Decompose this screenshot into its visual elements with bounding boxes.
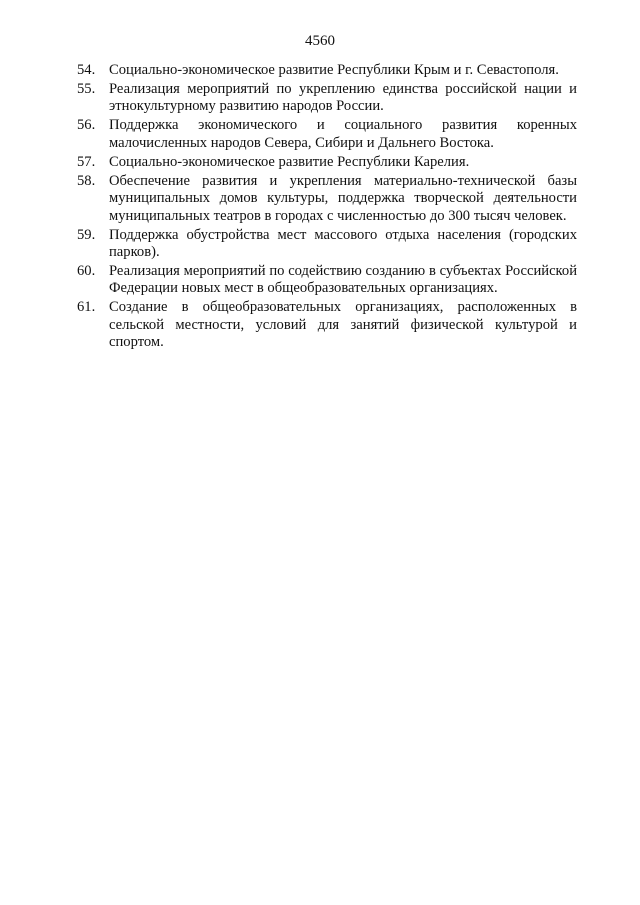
list-item-number: 57.	[77, 153, 96, 170]
list-item	[77, 263, 577, 298]
list-item-text: Поддержка экономического и социального развития коренных малочисленных народов Севера, Сибири и Дальнего Востока.	[109, 117, 577, 151]
list-item-number: 59.	[77, 226, 96, 243]
list-item-number: 61.	[77, 299, 96, 316]
list-item-text: Создание в общеобразовательных организациях, расположенных в сельской местности, условий для занятий физической культурой и спортом.	[109, 299, 577, 351]
list-item	[77, 81, 577, 116]
list-item-text: Поддержка обустройства мест массового отдыха населения (городских парков).	[109, 226, 577, 260]
list-item-text: Реализация мероприятий по укреплению единства российской нации и этнокультурному развитию народов России.	[109, 81, 577, 115]
list-item	[77, 154, 577, 171]
list-item-number: 56.	[77, 117, 96, 134]
list-item-number: 60.	[77, 263, 96, 280]
page-number: 4560	[305, 33, 335, 49]
list-item-number: 55.	[77, 81, 96, 98]
list-item-text: Реализация мероприятий по содействию созданию в субъектах Российской Федерации новых мест в общеобразовательных организациях.	[109, 263, 577, 297]
list-item	[77, 227, 577, 262]
list-item-text: Социально-экономическое развитие Республики Карелия.	[109, 153, 470, 170]
list-item-text: Обеспечение развития и укрепления материально-технической базы муниципальных домов культуры, поддержка творческой деятельности муниципальных театров в городах с численностью до 300 тысяч человек.	[109, 172, 577, 224]
list-item	[77, 299, 577, 351]
list-item	[77, 117, 577, 152]
list-item-text: Социально-экономическое развитие Республики Крым и г. Севастополя.	[109, 62, 559, 78]
list-item-number: 54.	[77, 62, 96, 78]
list-item	[77, 62, 577, 79]
numbered-list	[77, 62, 577, 353]
list-item-number: 58.	[77, 172, 96, 189]
list-item	[77, 173, 577, 225]
